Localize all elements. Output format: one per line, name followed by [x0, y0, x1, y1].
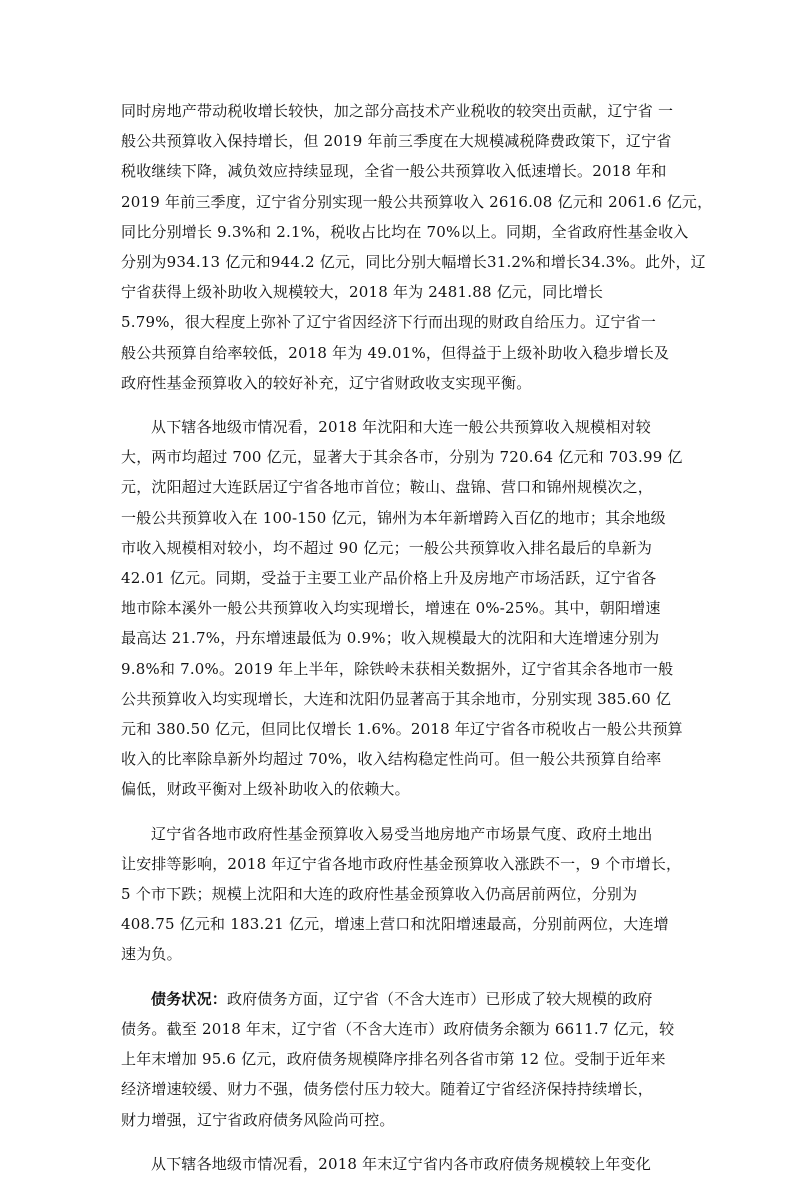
text-line: 同比分别增长 9.3%和 2.1%，税收占比均在 70%以上。同期，全省政府性基金收入: [121, 222, 689, 241]
text-line: 公共预算收入均实现增长，大连和沈阳仍显著高于其余地市，分别实现 385.60 亿: [121, 689, 672, 708]
text-line: 市收入规模相对较小，均不超过 90 亿元；一般公共预算收入排名最后的阜新为: [121, 538, 653, 557]
paragraph-fiscal-revenue: [121, 96, 713, 398]
text-line: 5.79%，很大程度上弥补了辽宁省因经济下行而出现的财政自给压力。辽宁省一: [121, 313, 657, 332]
text-line: 42.01 亿元。同期，受益于主要工业产品价格上升及房地产市场活跃，辽宁省各: [121, 569, 657, 588]
text-line: 偏低，财政平衡对上级补助收入的依赖大。: [121, 780, 410, 799]
text-line: 最高达 21.7%，丹东增速最低为 0.9%；收入规模最大的沈阳和大连增速分别为: [121, 629, 660, 648]
text-line: [121, 984, 683, 1014]
section-label: 债务状况：: [151, 989, 228, 1008]
text-line: 408.75 亿元和 183.21 亿元，增速上营口和沈阳增速最高，分别前两位，大连增: [121, 915, 669, 934]
text-line: 一般公共预算收入在 100-150 亿元，锦州为本年新增跨入百亿的地市；其余地级: [121, 508, 666, 527]
text-line: 从下辖各地级市情况看，2018 年末辽宁省内各市政府债务规模较上年变化: [151, 1154, 651, 1173]
text-run: 政府债务方面，辽宁省（不含大连市）已形成了较大规模的政府: [227, 989, 653, 1008]
text-line: 般公共预算自给率较低，2018 年为 49.01%，但得益于上级补助收入稳步增长及: [121, 343, 670, 362]
text-line: 速为负。: [121, 945, 182, 964]
paragraph-debt-status: [121, 984, 683, 1135]
text-line: 宁省获得上级补助收入规模较大，2018 年为 2481.88 亿元，同比增长: [121, 283, 604, 302]
text-line: 分别为934.13 亿元和944.2 亿元，同比分别大幅增长31.2%和增长34.3%。此外，辽: [121, 253, 706, 272]
paragraph-city-debt: [121, 1149, 683, 1179]
text-line: 元和 380.50 亿元，但同比仅增长 1.6%。2018 年辽宁省各市税收占一般公共预算: [121, 720, 683, 739]
text-line: 9.8%和 7.0%。2019 年上半年，除铁岭未获相关数据外，辽宁省其余各地市一般: [121, 659, 674, 678]
text-line: 财力增强，辽宁省政府债务风险尚可控。: [121, 1110, 395, 1129]
paragraph-fund-revenue: [121, 819, 683, 970]
document-page: [121, 96, 713, 1179]
text-line: 经济增速较缓、财力不强，债务偿付压力较大。随着辽宁省经济保持持续增长，: [121, 1080, 654, 1099]
text-line: 债务。截至 2018 年末，辽宁省（不含大连市）政府债务余额为 6611.7 亿元，较: [121, 1019, 675, 1038]
text-line: 5 个市下跌；规模上沈阳和大连的政府性基金预算收入仍高居前两位，分别为: [121, 885, 638, 904]
text-line: 政府性基金预算收入的较好补充，辽宁省财政收支实现平衡。: [121, 373, 532, 392]
text-line: 让安排等影响，2018 年辽宁省各地市政府性基金预算收入涨跌不一，9 个市增长，: [121, 854, 682, 873]
text-line: 元，沈阳超过大连跃居辽宁省各地市首位；鞍山、盘锦、营口和锦州规模次之，: [121, 478, 654, 497]
text-line: 税收继续下降，减负效应持续显现，全省一般公共预算收入低速增长。2018 年和: [121, 162, 667, 181]
text-line: 2019 年前三季度，辽宁省分别实现一般公共预算收入 2616.08 亿元和 2061.6 亿元，: [121, 192, 713, 211]
text-line: 同时房地产带动税收增长较快，加之部分高技术产业税收的较突出贡献，辽宁省 一: [121, 102, 674, 120]
text-line: 大，两市均超过 700 亿元，显著大于其余各市，分别为 720.64 亿元和 703.99 亿: [121, 448, 683, 467]
text-line: 辽宁省各地市政府性基金预算收入易受当地房地产市场景气度、政府土地出: [151, 824, 653, 843]
text-line: 从下辖各地级市情况看，2018 年沈阳和大连一般公共预算收入规模相对较: [151, 418, 651, 437]
text-line: 上年末增加 95.6 亿元，政府债务规模降序排名列各省市第 12 位。受制于近年来: [121, 1050, 666, 1069]
text-line: 收入的比率除阜新外均超过 70%，收入结构稳定性尚可。但一般公共预算自给率: [121, 750, 662, 769]
text-line: 般公共预算收入保持增长，但 2019 年前三季度在大规模减税降费政策下，辽宁省: [121, 132, 672, 151]
paragraph-city-revenue: [121, 412, 683, 805]
text-line: 地市除本溪外一般公共预算收入均实现增长，增速在 0%-25%。其中，朝阳增速: [121, 599, 661, 618]
